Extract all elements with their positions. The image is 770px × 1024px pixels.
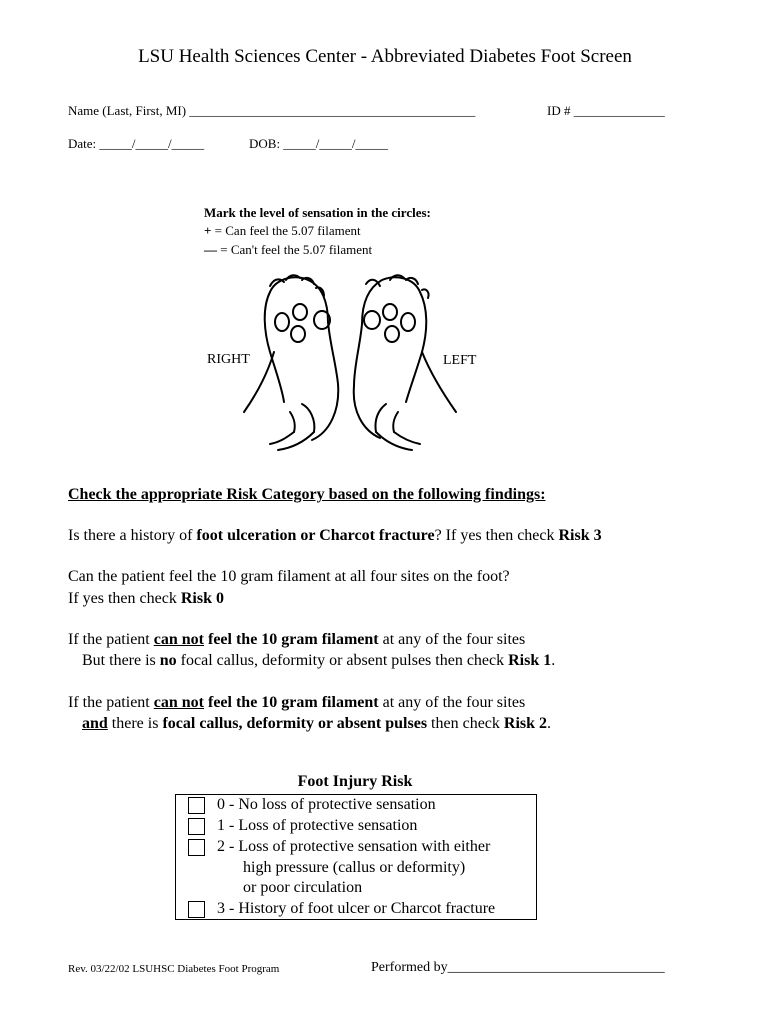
risk-3-checkbox[interactable]: [188, 901, 205, 918]
plus-symbol: +: [204, 223, 212, 238]
risk-0-label: 0 - No loss of protective sensation: [217, 796, 436, 813]
sensation-legend-heading: Mark the level of sensation in the circles:: [204, 205, 431, 220]
risk-1-label: 1 - Loss of protective sensation: [217, 817, 418, 834]
revision-note: Rev. 03/22/02 LSUHSC Diabetes Foot Program: [68, 963, 280, 975]
question-risk1-line1: If the patient can not feel the 10 gram filament at any of the four sites: [68, 631, 526, 648]
risk-2-checkbox[interactable]: [188, 839, 205, 856]
question-risk2-line1: If the patient can not feel the 10 gram filament at any of the four sites: [68, 694, 526, 711]
risk-1-checkbox[interactable]: [188, 818, 205, 835]
legend-plus-row: [204, 223, 361, 239]
risk-2-detail-2: or poor circulation: [243, 879, 363, 896]
date-field[interactable]: Date: _____/_____/_____: [68, 136, 205, 151]
right-foot-label: RIGHT: [207, 352, 250, 367]
left-foot-label: LEFT: [443, 353, 477, 368]
question-risk1-line2: But there is no focal callus, deformity or absent pulses then check Risk 1.: [82, 652, 556, 669]
legend-minus-row: [204, 242, 372, 258]
foot-injury-risk-title: Foot Injury Risk: [297, 773, 413, 790]
legend-minus-text: = Can't feel the 5.07 filament: [220, 242, 373, 257]
name-field[interactable]: Name (Last, First, MI) ____________________________________________: [68, 103, 476, 118]
minus-symbol: —: [204, 242, 217, 257]
question-filament-line2: If yes then check Risk 0: [68, 590, 224, 607]
question-risk2-line2: and there is focal callus, deformity or absent pulses then check Risk 2.: [82, 715, 552, 732]
question-ulceration: Is there a history of foot ulceration or Charcot fracture? If yes then check Risk 3: [68, 527, 602, 544]
risk-heading: Check the appropriate Risk Category based on the following findings:: [68, 486, 546, 503]
risk-2-label: 2 - Loss of protective sensation with either: [217, 838, 491, 855]
performed-by-field[interactable]: Performed by_______________________________: [371, 960, 665, 975]
risk-3-label: 3 - History of foot ulcer or Charcot fracture: [217, 900, 496, 917]
risk-0-checkbox[interactable]: [188, 797, 205, 814]
id-field[interactable]: ID # ______________: [547, 103, 665, 118]
legend-plus-text: = Can feel the 5.07 filament: [214, 223, 361, 238]
foot-injury-risk-box: [175, 794, 537, 920]
dob-field[interactable]: DOB: _____/_____/_____: [249, 136, 389, 151]
question-filament-line1: Can the patient feel the 10 gram filament at all four sites on the foot?: [68, 568, 510, 585]
risk-2-detail-1: high pressure (callus or deformity): [243, 859, 466, 876]
form-title: LSU Health Sciences Center - Abbreviated Diabetes Foot Screen: [138, 46, 632, 67]
